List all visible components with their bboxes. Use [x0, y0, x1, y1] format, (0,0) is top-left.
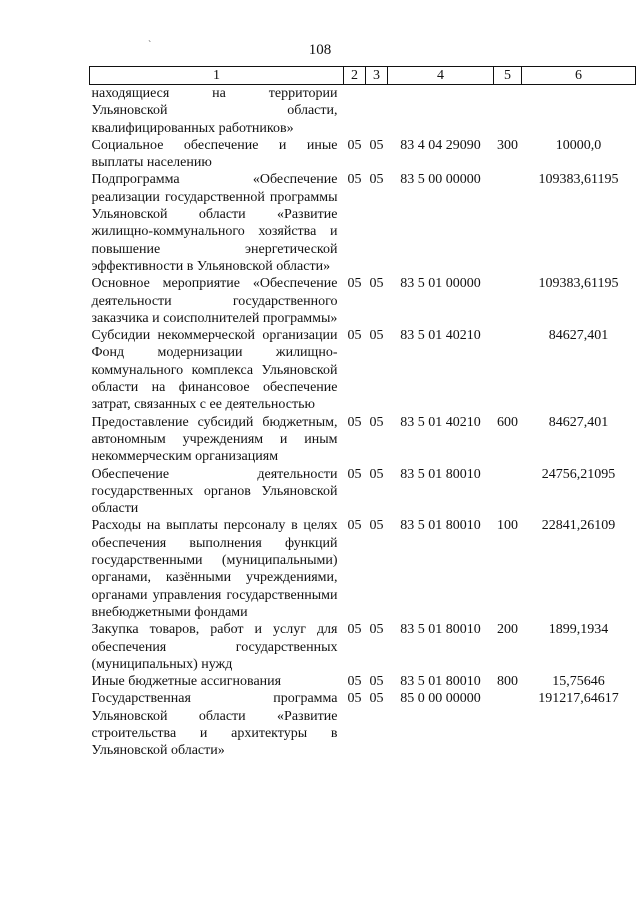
- row-subsection: 05: [369, 691, 384, 707]
- row-type: 100: [497, 518, 518, 534]
- row-subsection: 05: [369, 622, 384, 638]
- row-type: [494, 327, 522, 413]
- row-subsection: 05: [369, 137, 384, 153]
- row-subsection: [366, 85, 388, 137]
- header-col-2: 2: [344, 67, 366, 85]
- table-row: [90, 690, 636, 759]
- row-subsection: 05: [369, 518, 384, 534]
- row-section: 05: [347, 276, 362, 292]
- row-amount: 109383,61195: [538, 276, 619, 292]
- row-amount: 109383,61195: [538, 172, 619, 188]
- row-code: 83 5 01 00000: [400, 276, 481, 292]
- header-col-6: 6: [522, 67, 636, 85]
- row-section: 05: [347, 328, 362, 344]
- row-type: [494, 171, 522, 275]
- table-row: [90, 414, 636, 466]
- row-subsection: 05: [369, 466, 384, 482]
- row-type: 600: [497, 414, 518, 430]
- row-code: 83 5 01 80010: [400, 622, 481, 638]
- table-row: [90, 621, 636, 673]
- row-code: 83 5 01 80010: [400, 466, 481, 482]
- table-row: [90, 171, 636, 275]
- row-code: 85 0 00 00000: [400, 691, 481, 707]
- row-name: Обеспечение деятельности государственных органов Ульяновской области: [91, 466, 338, 517]
- row-type: [494, 85, 522, 137]
- row-code: 83 5 01 80010: [400, 674, 481, 690]
- row-name: Иные бюджетные ассигнования: [91, 674, 282, 690]
- row-name: Расходы на выплаты персоналу в целях обеспечения выполнения функций государственными (муниципальными) органами, казёнными учреждениями, органами управления государственными внебюджетными фондами: [91, 518, 338, 620]
- header-col-1: 1: [90, 67, 344, 85]
- table-row: [90, 327, 636, 413]
- row-section: 05: [347, 137, 362, 153]
- row-subsection: 05: [369, 328, 384, 344]
- row-code: 83 5 01 40210: [400, 328, 481, 344]
- row-amount: 1899,1934: [548, 622, 609, 638]
- row-section: 05: [347, 691, 362, 707]
- row-name: Субсидии некоммерческой организации Фонд модернизации жилищно-коммунального комплекса Ульяновской области на финансовое обеспечение затрат, связанных с ее деятельностью: [91, 328, 338, 413]
- budget-table: [89, 66, 636, 760]
- row-amount: 84627,401: [548, 328, 609, 344]
- scan-mark: ˋ: [148, 40, 152, 51]
- header-col-5: 5: [494, 67, 522, 85]
- row-code: 83 4 04 29090: [400, 137, 481, 153]
- row-type: 300: [497, 137, 518, 153]
- row-amount: 84627,401: [548, 414, 609, 430]
- table-row: [90, 275, 636, 327]
- row-amount: 24756,21095: [541, 466, 616, 482]
- row-code: 83 5 01 80010: [400, 518, 481, 534]
- row-section: [344, 85, 366, 137]
- header-col-4: 4: [388, 67, 494, 85]
- row-name: Предоставление субсидий бюджетным, автономным учреждениям и иным некоммерческим организациям: [91, 414, 338, 465]
- row-amount: 191217,64617: [538, 691, 619, 707]
- row-subsection: 05: [369, 276, 384, 292]
- table-row: [90, 137, 636, 172]
- table-row: [90, 673, 636, 690]
- row-section: 05: [347, 674, 362, 690]
- row-section: 05: [347, 414, 362, 430]
- row-code: [388, 85, 494, 137]
- table-body: [90, 85, 636, 760]
- row-subsection: 05: [369, 172, 384, 188]
- row-name: находящиеся на территории Ульяновской области, квалифицированных работников»: [91, 86, 338, 136]
- table-row: [90, 517, 636, 621]
- table-header: [90, 67, 636, 85]
- row-section: 05: [347, 622, 362, 638]
- row-code: 83 5 00 00000: [400, 172, 481, 188]
- row-type: 800: [497, 674, 518, 690]
- row-name: Основное мероприятие «Обеспечение деятельности государственного заказчика и соисполнителей программы»: [91, 276, 338, 326]
- row-type: [494, 690, 522, 759]
- row-amount: 10000,0: [555, 137, 602, 153]
- row-section: 05: [347, 172, 362, 188]
- row-section: 05: [347, 518, 362, 534]
- row-amount: 22841,26109: [541, 518, 616, 534]
- row-subsection: 05: [369, 674, 384, 690]
- row-section: 05: [347, 466, 362, 482]
- row-name: Подпрограмма «Обеспечение реализации государственной программы Ульяновской области «Развитие жилищно-коммунального хозяйства и повышение энергетической эффективности в Ульяновской области»: [91, 172, 338, 274]
- table-row: [90, 466, 636, 518]
- row-type: [494, 275, 522, 327]
- row-name: Государственная программа Ульяновской области «Развитие строительства и архитектуры в Ульяновской области»: [91, 691, 338, 759]
- row-type: 200: [497, 622, 518, 638]
- page-number: 108: [308, 42, 332, 58]
- row-subsection: 05: [369, 414, 384, 430]
- row-code: 83 5 01 40210: [400, 414, 481, 430]
- row-type: [494, 466, 522, 518]
- row-name: Закупка товаров, работ и услуг для обеспечения государственных (муниципальных) нужд: [91, 622, 338, 672]
- row-amount: 15,75646: [552, 674, 605, 690]
- table-row: [90, 85, 636, 137]
- row-name: Социальное обеспечение и иные выплаты населению: [91, 137, 338, 171]
- header-col-3: 3: [366, 67, 388, 85]
- row-amount: [522, 85, 636, 137]
